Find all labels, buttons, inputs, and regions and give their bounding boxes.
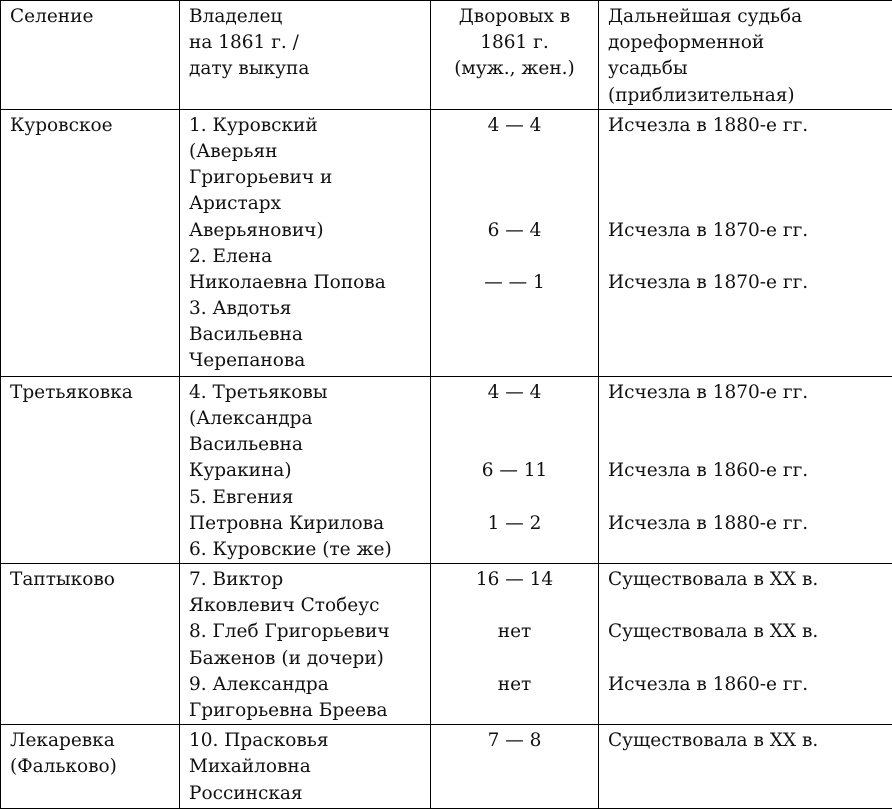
header-line: (муж., жен.) xyxy=(433,56,596,82)
cell-line: 5. Евгения xyxy=(189,485,422,511)
cell-line: 16 — 14 xyxy=(433,567,596,593)
header-settlement xyxy=(1,1,180,110)
cell-line: 2. Елена xyxy=(189,244,422,270)
cell-line: нет xyxy=(433,672,596,698)
cell-line xyxy=(433,406,596,432)
cell-line: 4 — 4 xyxy=(433,113,596,139)
cell-line xyxy=(608,485,884,511)
cell-line: Григорьевна Бреева xyxy=(189,698,422,724)
cell-line xyxy=(608,593,884,619)
cell-line: Лекаревка xyxy=(10,728,171,754)
table-row xyxy=(1,109,892,376)
cell-line: 4. Третьяковы xyxy=(189,380,422,406)
cell-line: Третьяковка xyxy=(10,380,171,406)
cell-fate xyxy=(599,376,892,563)
cell-line: Исчезла в 1870-е гг. xyxy=(608,270,884,296)
cell-line: (Фальково) xyxy=(10,754,171,780)
cell-settlement xyxy=(1,109,180,376)
cell-line: Существовала в XX в. xyxy=(608,619,884,645)
cell-line: Григорьевич и xyxy=(189,165,422,191)
cell-line: Черепанова xyxy=(189,348,422,374)
cell-servants xyxy=(431,564,599,725)
cell-line: Николаевна Попова xyxy=(189,270,422,296)
cell-line: 6 — 11 xyxy=(433,458,596,484)
cell-line: (Аверьян xyxy=(189,139,422,165)
header-line: дату выкупа xyxy=(189,56,422,82)
header-line: Селение xyxy=(10,4,171,30)
cell-owner xyxy=(180,109,431,376)
header-fate xyxy=(599,1,892,110)
cell-fate xyxy=(599,109,892,376)
header-line: Дворовых в xyxy=(433,4,596,30)
cell-line: 3. Авдотья xyxy=(189,296,422,322)
cell-line xyxy=(433,485,596,511)
cell-line: Исчезла в 1860-е гг. xyxy=(608,458,884,484)
cell-fate xyxy=(599,725,892,809)
cell-line: Васильевна xyxy=(189,432,422,458)
cell-owner xyxy=(180,376,431,563)
header-owner xyxy=(180,1,431,110)
header-servants xyxy=(431,1,599,110)
cell-owner xyxy=(180,725,431,809)
cell-line: Куракина) xyxy=(189,458,422,484)
cell-line: Куровское xyxy=(10,113,171,139)
cell-servants xyxy=(431,109,599,376)
cell-line: Исчезла в 1880-е гг. xyxy=(608,511,884,537)
cell-line: 9. Александра xyxy=(189,672,422,698)
table-row xyxy=(1,564,892,725)
cell-line xyxy=(433,646,596,672)
cell-line xyxy=(608,646,884,672)
header-line: дореформенной xyxy=(608,30,884,56)
header-line: 1861 г. xyxy=(433,30,596,56)
cell-line: — — 1 xyxy=(433,270,596,296)
cell-line xyxy=(433,139,596,165)
cell-line: Петровна Кирилова xyxy=(189,511,422,537)
cell-line: Аверьянович) xyxy=(189,218,422,244)
cell-line: Баженов (и дочери) xyxy=(189,646,422,672)
header-line: (приблизительная) xyxy=(608,83,884,109)
cell-line xyxy=(433,165,596,191)
cell-line: Таптыково xyxy=(10,567,171,593)
cell-line: 6 — 4 xyxy=(433,218,596,244)
cell-line: Существовала в XX в. xyxy=(608,567,884,593)
cell-line: 7 — 8 xyxy=(433,728,596,754)
table-row xyxy=(1,376,892,563)
cell-servants xyxy=(431,376,599,563)
cell-line: Россинская xyxy=(189,781,422,807)
cell-line: 1. Куровский xyxy=(189,113,422,139)
cell-line: 7. Виктор xyxy=(189,567,422,593)
cell-settlement xyxy=(1,725,180,809)
cell-line: Исчезла в 1870-е гг. xyxy=(608,380,884,406)
cell-line xyxy=(608,165,884,191)
cell-line: нет xyxy=(433,619,596,645)
cell-line: Исчезла в 1860-е гг. xyxy=(608,672,884,698)
cell-line: Аристарх xyxy=(189,191,422,217)
cell-line xyxy=(433,191,596,217)
cell-line: 8. Глеб Григорьевич xyxy=(189,619,422,645)
cell-line: Исчезла в 1880-е гг. xyxy=(608,113,884,139)
header-line: Владелец xyxy=(189,4,422,30)
cell-settlement xyxy=(1,564,180,725)
cell-line: Михайловна xyxy=(189,754,422,780)
table-header-row xyxy=(1,1,892,110)
cell-servants xyxy=(431,725,599,809)
cell-fate xyxy=(599,564,892,725)
cell-line xyxy=(608,191,884,217)
cell-line xyxy=(433,244,596,270)
cell-line: (Александра xyxy=(189,406,422,432)
header-line: усадьбы xyxy=(608,56,884,82)
cell-owner xyxy=(180,564,431,725)
cell-settlement xyxy=(1,376,180,563)
cell-line xyxy=(608,244,884,270)
cell-line xyxy=(608,432,884,458)
table-row xyxy=(1,725,892,809)
cell-line: Васильевна xyxy=(189,322,422,348)
cell-line: 1 — 2 xyxy=(433,511,596,537)
cell-line: 10. Прасковья xyxy=(189,728,422,754)
cell-line xyxy=(608,406,884,432)
cell-line: 4 — 4 xyxy=(433,380,596,406)
cell-line: Исчезла в 1870-е гг. xyxy=(608,218,884,244)
cell-line: Яковлевич Стобеус xyxy=(189,593,422,619)
header-line: на 1861 г. / xyxy=(189,30,422,56)
cell-line xyxy=(433,432,596,458)
cell-line: Существовала в XX в. xyxy=(608,728,884,754)
cell-line xyxy=(608,139,884,165)
header-line: Дальнейшая судьба xyxy=(608,4,884,30)
cell-line xyxy=(433,593,596,619)
cell-line: 6. Куровские (те же) xyxy=(189,537,422,563)
